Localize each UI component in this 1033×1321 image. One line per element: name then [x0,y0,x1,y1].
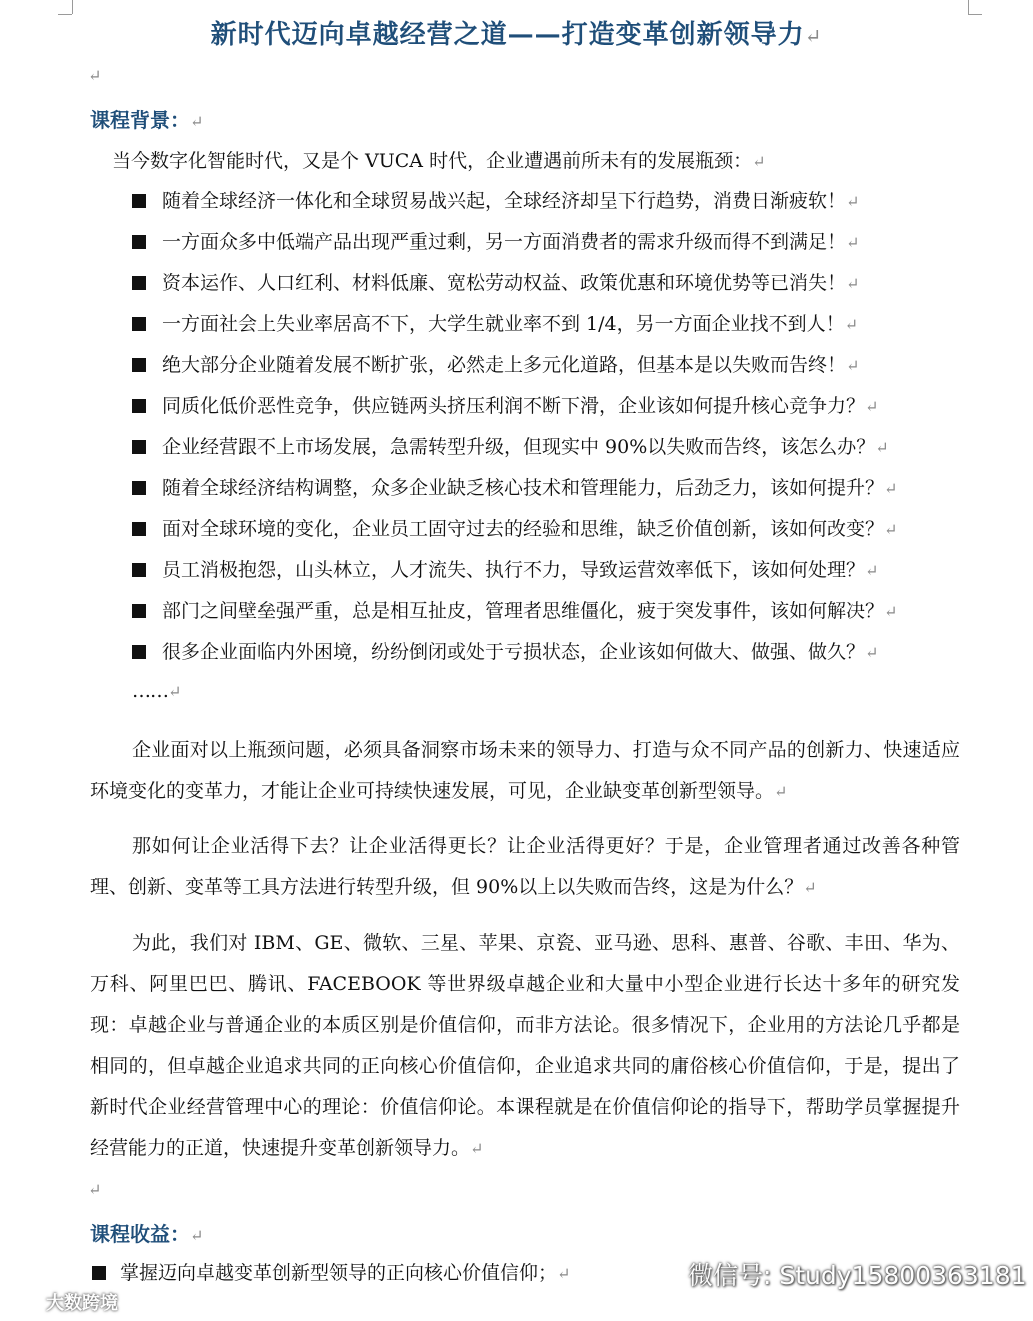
crop-mark-top-left [72,0,73,14]
section-heading-benefits: 课程收益：↵ [90,1222,204,1246]
paragraph-mark: ↵ [846,192,860,211]
paragraph-mark: ↵ [190,112,204,131]
paragraph-mark: ↵ [168,682,181,701]
paragraph-mark: ↵ [88,1180,102,1199]
wechat-icon [640,1257,680,1291]
square-bullet-icon [132,522,146,536]
paragraph-mark: ↵ [865,397,879,416]
square-bullet-icon [132,235,146,249]
list-item: 部门之间壁垒强严重，总是相互扯皮，管理者思维僵化，疲于突发事件，该如何解决？↵ [132,594,897,635]
body-paragraph: 为此，我们对 IBM、GE、微软、三星、苹果、京瓷、亚马逊、思科、惠普、谷歌、丰田、华为、万科、阿里巴巴、腾讯、FACEBOOK 等世界级卓越企业和大量中小型企业进行长达十多年的研究发现：卓越企业与普通企业的本质区别是价值信仰，而非方法论。很多情况下，企业用的方法论几乎都是相同的，但卓越企业追求共同的正向核心价值信仰，企业追求共同的庸俗核心价值信仰，于是，提出了新时代企业经营管理中心的理论：价值信仰论。本课程就是在价值信仰论的指导下，帮助学员掌握提升经营能力的正道，快速提升变革创新领导力。↵ [90,932,960,1159]
list-item: 一方面社会上失业率居高不下，大学生就业率不到 1/4，另一方面企业找不到人！↵ [132,307,897,348]
logo-icon [8,1290,42,1314]
paragraph-mark: ↵ [846,274,860,293]
paragraph-mark: ↵ [865,561,879,580]
list-item: 员工消极抱怨，山头林立，人才流失、执行不力，导致运营效率低下，该如何处理？↵ [132,553,897,594]
paragraph-mark: ↵ [752,152,766,171]
list-item: 一方面众多中低端产品出现严重过剩，另一方面消费者的需求升级而得不到满足！↵ [132,225,897,266]
list-item: 面对全球环境的变化，企业员工固守过去的经验和思维，缺乏价值创新，该如何改变？↵ [132,512,897,553]
square-bullet-icon [132,563,146,577]
wechat-watermark: 微信号: Study15800363181 [640,1256,1027,1292]
paragraph-mark: ↵ [865,643,879,662]
paragraph-mark: ↵ [846,356,860,375]
crop-mark-top-right [968,0,969,14]
list-item: 随着全球经济结构调整，众多企业缺乏核心技术和管理能力，后劲乏力，该如何提升？↵ [132,471,897,512]
body-paragraph: 企业面对以上瓶颈问题，必须具备洞察市场未来的领导力、打造与众不同产品的创新力、快速适应环境变化的变革力，才能让企业可持续快速发展，可见，企业缺变革创新型领导。↵ [90,739,960,802]
body-paragraph: 那如何让企业活得下去？让企业活得更长？让企业活得更好？于是，企业管理者通过改善各种管理、创新、变革等工具方法进行转型升级，但 90%以上以失败而告终，这是为什么？↵ [90,835,960,898]
paragraph-mark: ↵ [884,520,898,539]
paragraph-mark: ↵ [774,782,788,801]
paragraph-mark: ↵ [803,878,817,897]
square-bullet-icon [132,317,146,331]
square-bullet-icon [132,399,146,413]
square-bullet-icon [92,1266,106,1280]
paragraph-mark: ↵ [875,438,889,457]
list-item: 绝大部分企业随着发展不断扩张，必然走上多元化道路，但基本是以失败而告终！↵ [132,348,897,389]
document-title: 新时代迈向卓越经营之道——打造变革创新领导力↵ [210,20,823,50]
square-bullet-icon [132,358,146,372]
paragraph-mark: ↵ [804,24,823,48]
list-item: 资本运作、人口红利、材料低廉、宽松劳动权益、政策优惠和环境优势等已消失！↵ [132,266,897,307]
paragraph-mark: ↵ [846,233,860,252]
square-bullet-icon [132,645,146,659]
background-bullet-list [132,184,897,676]
list-item: 随着全球经济一体化和全球贸易战兴起，全球经济却呈下行趋势，消费日渐疲软！↵ [132,184,897,225]
section-heading-background: 课程背景：↵ [90,108,204,132]
paragraph-mark: ↵ [557,1264,571,1283]
square-bullet-icon [132,604,146,618]
list-item: 掌握迈向卓越变革创新型领导的正向核心价值信仰；↵ [92,1258,570,1285]
corner-logo-watermark: 大数跨境 [8,1288,118,1316]
background-intro: 当今数字化智能时代，又是个 VUCA 时代，企业遭遇前所未有的发展瓶颈：↵ [112,150,766,172]
square-bullet-icon [132,440,146,454]
list-item: 企业经营跟不上市场发展，急需转型升级，但现实中 90%以失败而告终，该怎么办？↵ [132,430,897,471]
paragraph-mark: ↵ [884,602,898,621]
square-bullet-icon [132,481,146,495]
paragraph-mark: ↵ [88,66,102,85]
paragraph-mark: ↵ [844,315,859,334]
paragraph-mark: ↵ [190,1226,204,1245]
paragraph-mark: ↵ [470,1139,484,1158]
paragraph-mark: ↵ [884,479,898,498]
list-item: 同质化低价恶性竞争，供应链两头挤压利润不断下滑，企业该如何提升核心竞争力？↵ [132,389,897,430]
list-ellipsis: ……↵ [132,680,181,702]
square-bullet-icon [132,194,146,208]
list-item: 很多企业面临内外困境，纷纷倒闭或处于亏损状态，企业该如何做大、做强、做久？↵ [132,635,897,676]
square-bullet-icon [132,276,146,290]
